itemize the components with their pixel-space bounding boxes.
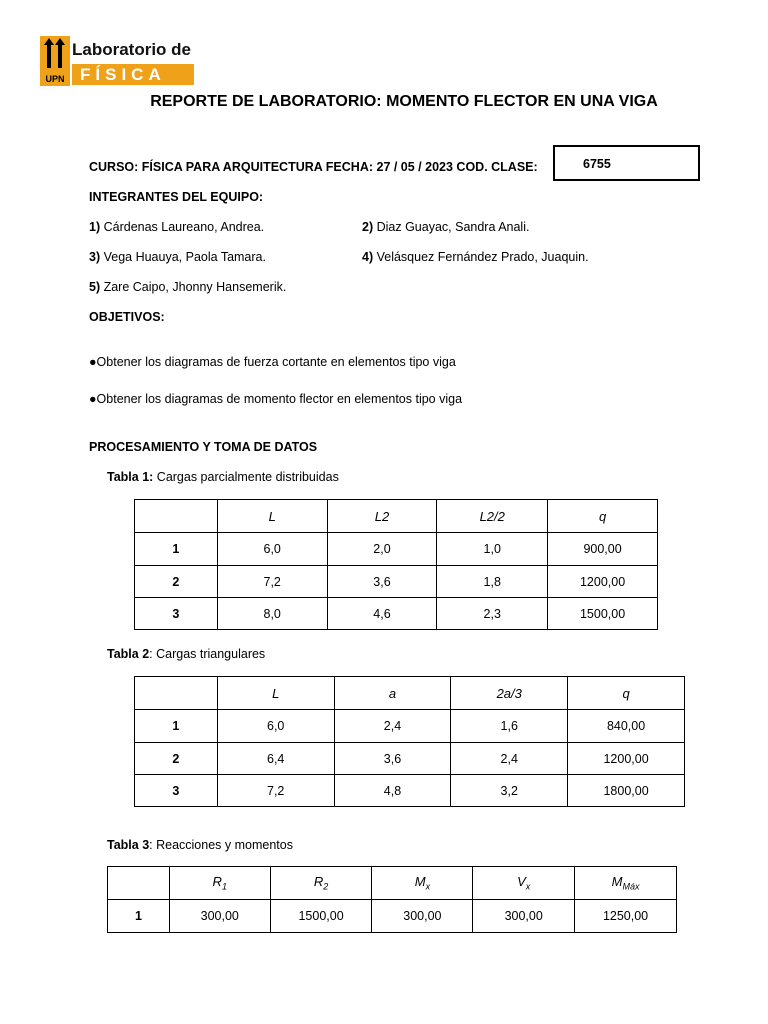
table-cell: 2,0 [327,533,437,566]
table-cell: 900,00 [548,533,658,566]
table-cell: 2 [135,566,218,598]
table3 [107,866,677,933]
table-cell: 2,4 [451,743,568,775]
upn-logo [40,36,194,86]
report-title: REPORTE DE LABORATORIO: MOMENTO FLECTOR EN UNA VIGA [150,93,658,110]
table-cell: 3,6 [334,743,451,775]
table1-header: L [217,500,327,533]
table-row [135,566,658,598]
table-cell: 3,6 [327,566,437,598]
table-cell: 3 [135,775,218,807]
table-cell: 6,4 [217,743,334,775]
table3-caption: Tabla 3: Reacciones y momentos [107,838,293,852]
member-5: 5) Zare Caipo, Jhonny Hansemerik. [89,280,287,294]
table-cell: 2,4 [334,710,451,743]
table-cell: 1,8 [437,566,548,598]
table1-caption: Tabla 1: Cargas parcialmente distribuidas [107,470,339,484]
course-line: CURSO: FÍSICA PARA ARQUITECTURA FECHA: 27 / 05 / 2023 COD. CLASE: [89,160,538,174]
table2-header: L [217,677,334,710]
table-cell: 2 [135,743,218,775]
table2-header: a [334,677,451,710]
table-cell: 6,0 [217,533,327,566]
upn-mark-text: UPN [45,74,65,84]
table-cell: 3,2 [451,775,568,807]
table-cell: 4,6 [327,598,437,630]
class-code-box [553,145,700,181]
table-cell: 1500,00 [270,900,372,933]
table-cell: 7,2 [217,775,334,807]
table-cell: 300,00 [169,900,270,933]
table2-header: 2a/3 [451,677,568,710]
table-row [135,533,658,566]
table-cell: 1500,00 [548,598,658,630]
table3-header-mmax: $M_{Máx}$ [575,867,677,900]
table2-caption: Tabla 2: Cargas triangulares [107,647,266,661]
table1-header-row [135,500,658,533]
table-cell: 2,3 [437,598,548,630]
table-cell: 4,8 [334,775,451,807]
table-row [108,900,677,933]
table-cell: 1 [135,710,218,743]
objective-1: ●Obtener los diagramas de fuerza cortante en elementos tipo viga [89,355,456,369]
table1-header: L2 [327,500,437,533]
table2-header: q [568,677,685,710]
objective-2: ●Obtener los diagramas de momento flector en elementos tipo viga [89,392,463,406]
table-row [135,598,658,630]
logo-line1: Laboratorio de [72,40,192,59]
objectives-heading: OBJETIVOS: [89,310,165,324]
upn-arrows-icon [43,38,67,68]
table3-header-mx: $M_x$ [372,867,473,900]
table-cell: 1,0 [437,533,548,566]
table-cell: 1 [135,533,218,566]
table1-header [135,500,218,533]
table-cell: 1 [108,900,170,933]
team-heading: INTEGRANTES DEL EQUIPO: [89,190,264,204]
table-cell: 840,00 [568,710,685,743]
table2-header [135,677,218,710]
table1-header: q [548,500,658,533]
table3-header [108,867,170,900]
table-cell: 8,0 [217,598,327,630]
member-1: 1) Cárdenas Laureano, Andrea. [89,220,265,234]
table-cell: 1200,00 [548,566,658,598]
table-cell: 1200,00 [568,743,685,775]
member-4: 4) Velásquez Fernández Prado, Juaquin. [362,250,589,264]
table-row [135,710,685,743]
table-row [135,775,685,807]
table3-header-row [108,867,677,900]
table1-header: L2/2 [437,500,548,533]
table3-header-r1: $R_1$ [169,867,270,900]
upn-logo-mark [40,36,70,86]
table3-header-vx: $V_x$ [473,867,575,900]
member-2: 2) Diaz Guayac, Sandra Anali. [362,220,530,234]
table2 [134,676,685,807]
table2-header-row [135,677,685,710]
table-cell: 1,6 [451,710,568,743]
table1 [134,499,658,630]
logo-line2: FÍSICA [80,65,166,84]
logo-bar [72,64,194,85]
table-cell: 1250,00 [575,900,677,933]
table-cell: 1800,00 [568,775,685,807]
processing-heading: PROCESAMIENTO Y TOMA DE DATOS [89,440,318,454]
table-cell: 3 [135,598,218,630]
table-cell: 7,2 [217,566,327,598]
class-code: 6755 [583,157,611,171]
table-row [135,743,685,775]
member-3: 3) Vega Huauya, Paola Tamara. [89,250,266,264]
table3-header-r2: $R_2$ [270,867,372,900]
table-cell: 300,00 [372,900,473,933]
table-cell: 300,00 [473,900,575,933]
table-cell: 6,0 [217,710,334,743]
